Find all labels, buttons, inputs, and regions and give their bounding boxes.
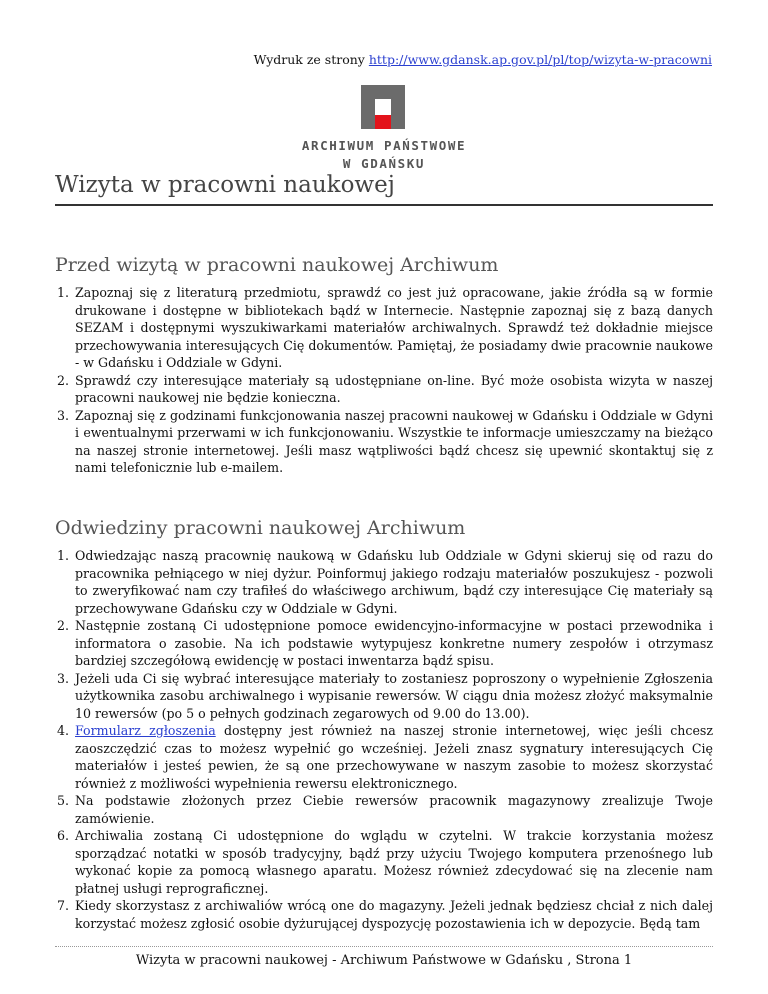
list-item: 6. Archiwalia zostaną Ci udostępnione do wglądu w czytelni. W trakcie korzystania możesz sporządzać notatki w sposób tradycyjny, bądź przy użyciu Twojego komputera przenośnego lub wykonać kopie za pomocą własnego aparatu. Możesz również zdecydować się na zlecenie nam płatnej usługi reprograficznej. — [73, 827, 713, 897]
list-item — [73, 722, 713, 792]
logo-text-line2: W GDAŃSKU — [342, 156, 426, 171]
list-item: 1. Odwiedzając naszą pracownię naukową w Gdańsku lub Oddziale w Gdyni skieruj się od razu do pracownika pełniącego w niej dyżur. Poinformuj jakiego rodzaju materiałów poszukujesz - pozwoli to zweryfikować nam czy trafiłeś do właściwego archiwum, bądź czy interesujące Cię materiały są przechowywane Gdańsku czy w Oddziale w Gdyni. — [73, 547, 713, 617]
list-item: 1. Zapoznaj się z literaturą przedmiotu, sprawdź co jest już opracowane, jakie źródła są w formie drukowane i dostępne w bibliotekach bądź w Internecie. Następnie zapoznaj się z bazą danych SEZAM i dostępnymi wyszukiwarkami materiałów archiwalnych. Sprawdź też dokładnie miejsce przechowywania interesujących Cię dokumentów. Pamiętaj, że posiadamy dwie pracownie naukowe - w Gdańsku i Oddziale w Gdyni. — [73, 284, 713, 372]
logo-mark-icon — [361, 85, 405, 129]
section-visit — [55, 517, 713, 932]
print-source-line — [254, 52, 712, 67]
visit-list — [55, 547, 713, 932]
logo-text-line1: ARCHIWUM PAŃSTWOWE — [301, 138, 467, 153]
list-item: 2. Następnie zostaną Ci udostępnione pomoce ewidencyjno-informacyjne w postaci przewodnika i informatora o zasobie. Na ich podstawie wytypujesz konkretne numery zespołów i otrzymasz bardziej szczegółową ewidencję w postaci inwentarza bądź spisu. — [73, 617, 713, 670]
section-title: Przed wizytą w pracowni naukowej Archiwum — [55, 254, 499, 276]
print-source-prefix: Wydruk ze strony — [253, 52, 365, 67]
form-item-text: dostępny jest również na naszej stronie internetowej, więc jeśli chcesz zaoszczędzić czas to możesz wypełnić go wcześniej. Jeżeli znasz sygnatury interesujących Cię materiałów i jesteś pewien, że są one przechowywane w naszym zasobie to możesz skorzystać również z możliwości wypełnienia rewersu elektronicznego. — [75, 723, 713, 791]
section-title: Odwiedziny pracowni naukowej Archiwum — [55, 517, 466, 539]
page-title: Wizyta w pracowni naukowej — [55, 172, 713, 206]
form-link[interactable]: Formularz zgłoszenia — [75, 723, 216, 738]
list-item: 2. Sprawdź czy interesujące materiały są udostępniane on-line. Być może osobista wizyta w naszej pracowni naukowej nie będzie konieczna. — [73, 372, 713, 407]
list-item: 3. Zapoznaj się z godzinami funkcjonowania naszej pracowni naukowej w Gdańsku i Oddziale w Gdyni i ewentualnymi przerwami w ich funkcjonowaniu. Wszystkie te informacje umieszczamy na bieżąco na naszej stronie internetowej. Jeśli masz wątpliwości bądź chcesz się upewnić skontaktuj się z nami telefonicznie lub e-mailem. — [73, 407, 713, 477]
section-before-visit — [55, 254, 713, 477]
before-visit-list — [55, 284, 713, 477]
logo-text — [0, 137, 768, 173]
list-item: 5. Na podstawie złożonych przez Ciebie rewersów pracownik magazynowy zrealizuje Twoje zamówienie. — [73, 792, 713, 827]
list-item: 3. Jeżeli uda Ci się wybrać interesujące materiały to zostaniesz poproszony o wypełnienie Zgłoszenia użytkownika zasobu archiwalnego i wypisanie rewersów. W ciągu dnia możesz złożyć maksymalnie 10 rewersów (po 5 o pełnych godzinach zegarowych od 9.00 do 13.00). — [73, 670, 713, 723]
page-footer: Wizyta w pracowni naukowej - Archiwum Państwowe w Gdańsku , Strona 1 — [55, 946, 713, 968]
source-url-link[interactable]: http://www.gdansk.ap.gov.pl/pl/top/wizyta-w-pracowni — [368, 52, 712, 67]
list-item: 7. Kiedy skorzystasz z archiwaliów wrócą one do magazyny. Jeżeli jednak będziesz chciał z nich dalej korzystać możesz zgłosić osobie dyżurującej dyspozycję pozostawienia ich w depozycie. Będą tam — [73, 897, 713, 932]
